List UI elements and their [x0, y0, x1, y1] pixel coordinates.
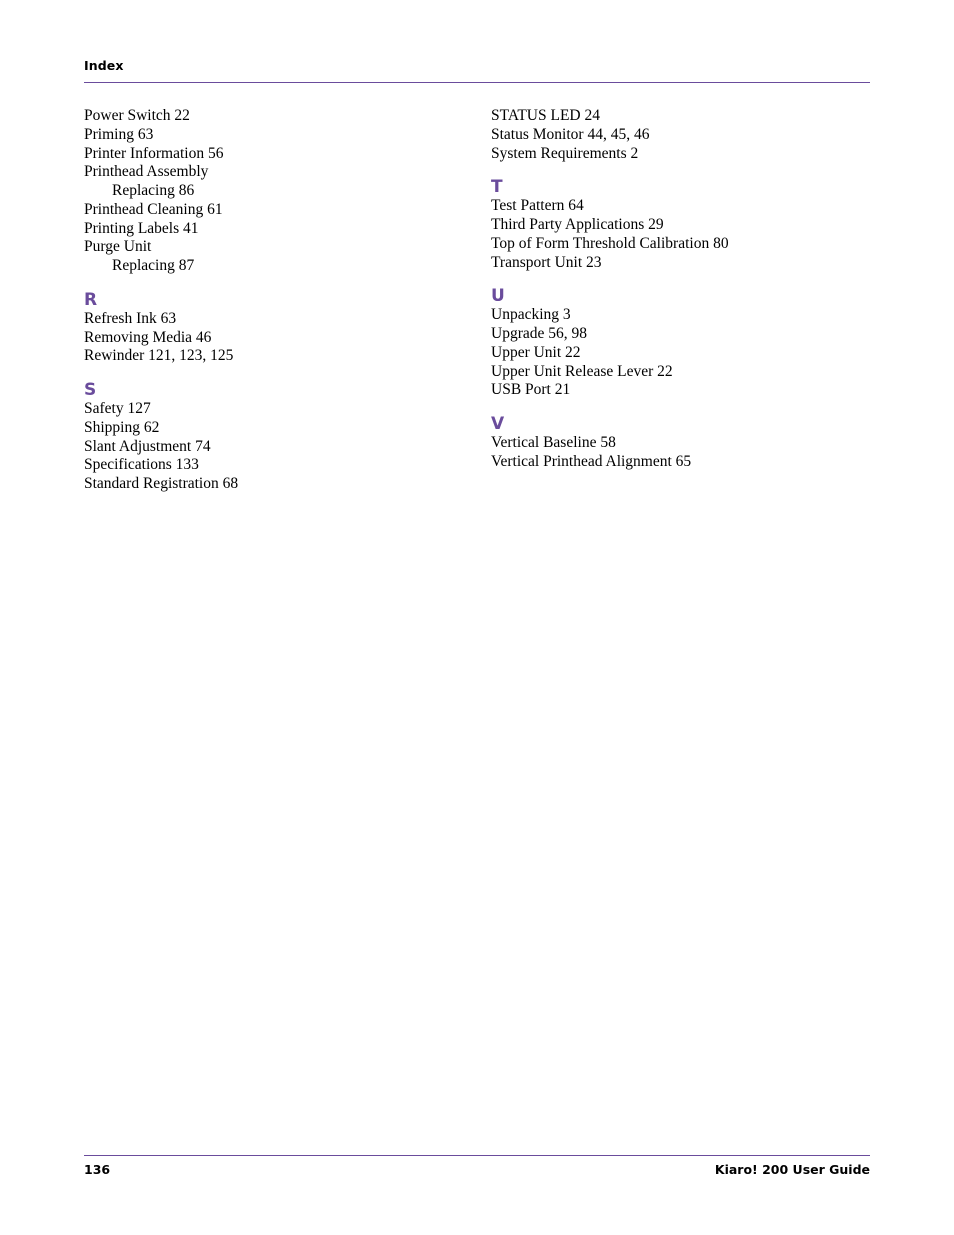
index-entry: Printhead Cleaning 61 [84, 200, 223, 218]
index-entry: Vertical Printhead Alignment 65 [491, 452, 692, 470]
section-letter-s: S [84, 380, 97, 400]
index-entry: Slant Adjustment 74 [84, 437, 211, 455]
index-entry: Upper Unit Release Lever 22 [491, 362, 673, 380]
section-letter-v: V [491, 414, 505, 434]
index-entry: Printing Labels 41 [84, 219, 199, 237]
index-entry: Power Switch 22 [84, 107, 190, 124]
index-entry: Transport Unit 23 [491, 253, 602, 271]
index-entry: STATUS LED 24 [491, 107, 600, 124]
index-left-column [84, 107, 464, 494]
index-entry: Vertical Baseline 58 [491, 434, 616, 451]
index-subentry: Replacing 87 [112, 257, 195, 274]
index-entry: Unpacking 3 [491, 306, 571, 324]
index-entry: Removing Media 46 [84, 328, 212, 346]
footer-rule [84, 1155, 870, 1156]
index-right-column [491, 107, 871, 472]
index-entry: Refresh Ink 63 [84, 309, 177, 327]
index-entry: Safety 127 [84, 400, 151, 417]
index-subentry: Replacing 86 [112, 182, 195, 199]
footer-page-number: 136 [84, 1162, 111, 1177]
index-entry: Upper Unit 22 [491, 343, 581, 361]
index-entry: Purge Unit [84, 238, 152, 256]
section-letter-t: T [491, 177, 503, 198]
header-rule [84, 82, 870, 83]
index-entry: Shipping 62 [84, 418, 160, 436]
index-entry: Third Party Applications 29 [491, 216, 664, 233]
index-entry: Upgrade 56, 98 [491, 325, 587, 342]
section-letter-r: R [84, 289, 98, 310]
index-entry: Printhead Assembly [84, 163, 209, 181]
index-entry: USB Port 21 [491, 381, 571, 399]
index-entry: Status Monitor 44, 45, 46 [491, 125, 650, 143]
index-entry: Printer Information 56 [84, 144, 224, 162]
page-header-title: Index [84, 58, 124, 73]
index-entry: System Requirements 2 [491, 144, 639, 162]
index-entry: Priming 63 [84, 125, 154, 143]
index-entry: Specifications 133 [84, 456, 199, 474]
index-entry: Standard Registration 68 [84, 475, 239, 492]
index-entry: Rewinder 121, 123, 125 [84, 347, 234, 365]
section-letter-u: U [491, 286, 505, 307]
index-entry: Test Pattern 64 [491, 197, 584, 215]
footer-book-title: Kiaro! 200 User Guide [714, 1162, 870, 1177]
index-entry: Top of Form Threshold Calibration 80 [491, 234, 729, 252]
